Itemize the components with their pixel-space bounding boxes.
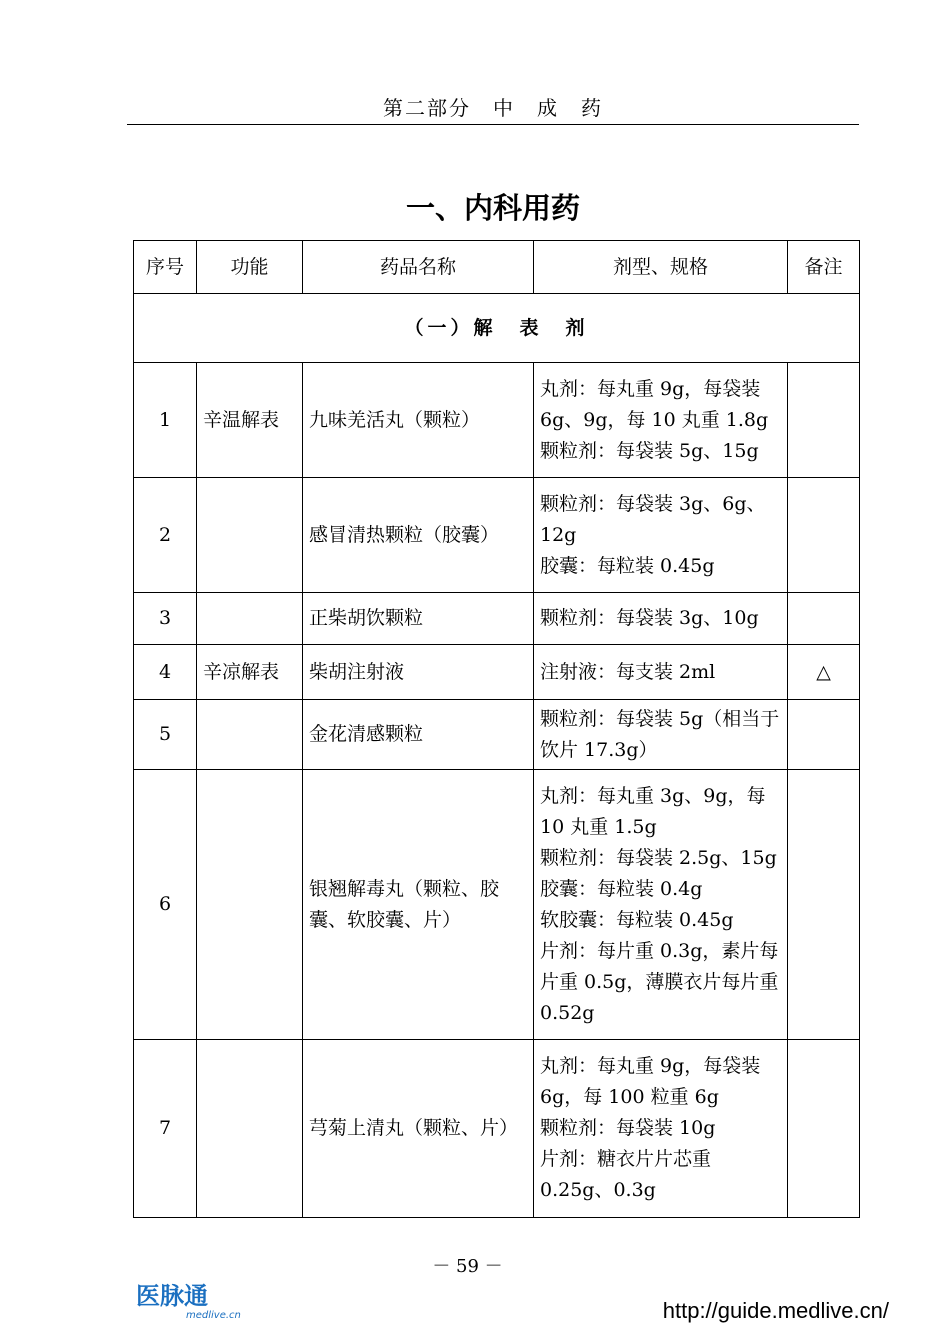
subheading-row xyxy=(134,294,860,363)
row-seq: 7 xyxy=(134,1040,197,1218)
logo-subtext: medlive.cn xyxy=(186,1310,241,1321)
table-row xyxy=(134,645,860,700)
spec-line: 片剂：每片重 0.3g，素片每片重 0.5g，薄膜衣片每片重 0.52g xyxy=(540,939,779,1024)
spec-line: 片剂：糖衣片片芯重 0.25g、0.3g xyxy=(540,1148,712,1201)
row-remark xyxy=(788,593,860,645)
table-row xyxy=(134,770,860,1040)
spec-line: 颗粒剂：每袋装 2.5g、15g xyxy=(540,846,777,869)
spec-line: 丸剂：每丸重 9g，每袋装 6g、9g，每 10 丸重 1.8g xyxy=(540,377,769,431)
header-seq: 序号 xyxy=(134,241,197,294)
category-subheading: （一）解 表 剂 xyxy=(134,294,860,363)
spec-line: 丸剂：每丸重 3g、9g，每 10 丸重 1.5g xyxy=(540,784,766,838)
row-function: 辛凉解表 xyxy=(197,645,303,700)
header-remark: 备注 xyxy=(788,241,860,294)
row-seq: 5 xyxy=(134,700,197,770)
row-dosage-spec xyxy=(534,593,788,645)
spec-line: 丸剂：每丸重 9g，每袋装 6g，每 100 粒重 6g xyxy=(540,1055,761,1108)
row-dosage-spec xyxy=(534,363,788,478)
row-remark: △ xyxy=(788,645,860,700)
row-dosage-spec xyxy=(534,478,788,593)
row-dosage-spec xyxy=(534,700,788,770)
row-function: 辛温解表 xyxy=(197,363,303,478)
row-seq: 2 xyxy=(134,478,197,593)
spec-line: 颗粒剂：每袋装 5g（相当于饮片 17.3g） xyxy=(540,707,780,761)
spec-line: 颗粒剂：每袋装 3g、10g xyxy=(540,607,759,629)
spec-line: 胶囊：每粒装 0.45g xyxy=(540,554,715,577)
row-drug-name: 正柴胡饮颗粒 xyxy=(303,593,534,645)
row-drug-name: 九味羌活丸（颗粒） xyxy=(303,363,534,478)
row-drug-name: 银翘解毒丸（颗粒、胶囊、软胶囊、片） xyxy=(303,770,534,1040)
row-seq: 6 xyxy=(134,770,197,1040)
row-seq: 1 xyxy=(134,363,197,478)
drug-table xyxy=(133,240,860,1218)
spec-line: 颗粒剂：每袋装 3g、6g、12g xyxy=(540,492,766,546)
footer-url-link[interactable]: http://guide.medlive.cn/ xyxy=(662,1298,889,1323)
table-row xyxy=(134,593,860,645)
row-remark xyxy=(788,363,860,478)
row-function xyxy=(197,770,303,1040)
row-remark xyxy=(788,478,860,593)
row-remark xyxy=(788,1040,860,1218)
spec-line: 注射液：每支装 2ml xyxy=(540,660,716,683)
header-function: 功能 xyxy=(197,241,303,294)
table-row xyxy=(134,478,860,593)
row-function xyxy=(197,1040,303,1218)
row-seq: 4 xyxy=(134,645,197,700)
table-row xyxy=(134,363,860,478)
table-header-row xyxy=(134,241,860,294)
header-dosage-spec: 剂型、规格 xyxy=(534,241,788,294)
spec-line: 软胶囊：每粒装 0.45g xyxy=(540,908,734,931)
running-head: 第二部分 中 成 药 xyxy=(383,96,603,120)
page-number: － 59 － xyxy=(432,1256,503,1277)
spec-line: 颗粒剂：每袋装 5g、15g xyxy=(540,439,759,462)
row-remark xyxy=(788,770,860,1040)
row-drug-name: 柴胡注射液 xyxy=(303,645,534,700)
row-seq: 3 xyxy=(134,593,197,645)
section-title: 一、内科用药 xyxy=(405,191,580,225)
row-drug-name: 芎菊上清丸（颗粒、片） xyxy=(303,1040,534,1218)
header-rule xyxy=(127,124,859,125)
medlive-logo xyxy=(136,1282,241,1324)
row-drug-name: 感冒清热颗粒（胶囊） xyxy=(303,478,534,593)
row-function xyxy=(197,478,303,593)
row-drug-name: 金花清感颗粒 xyxy=(303,700,534,770)
row-function xyxy=(197,700,303,770)
table-row xyxy=(134,700,860,770)
table-row xyxy=(134,1040,860,1218)
row-dosage-spec xyxy=(534,1040,788,1218)
spec-line: 颗粒剂：每袋装 10g xyxy=(540,1117,716,1139)
row-dosage-spec xyxy=(534,645,788,700)
logo-text: 医脉通 xyxy=(136,1282,208,1310)
header-drug-name: 药品名称 xyxy=(303,241,534,294)
row-function xyxy=(197,593,303,645)
row-dosage-spec xyxy=(534,770,788,1040)
row-remark xyxy=(788,700,860,770)
spec-line: 胶囊：每粒装 0.4g xyxy=(540,877,703,900)
